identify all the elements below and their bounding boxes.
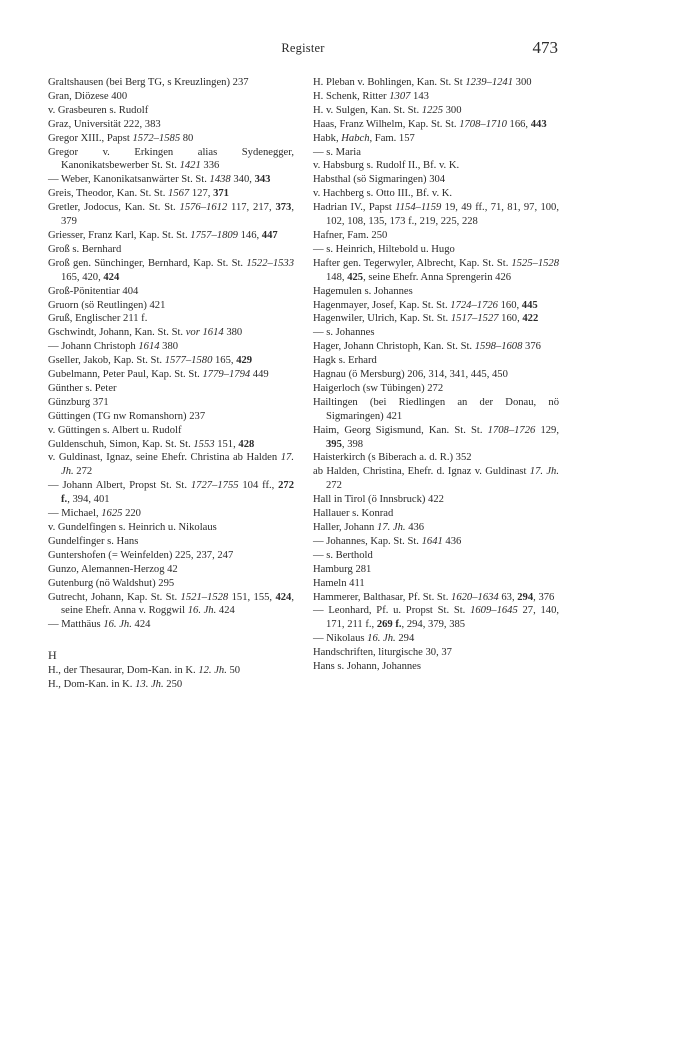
index-entry: Gran, Diözese 400 [48, 90, 128, 102]
page-header [48, 40, 558, 62]
index-entry: Hagnau (ö Mersburg) 206, 314, 341, 445, 450 [313, 369, 508, 381]
index-entry: H., Dom-Kan. in K. 13. Jh. 250 [48, 679, 183, 691]
index-entry: Gundelfinger s. Hans [48, 535, 139, 547]
index-entry: — Weber, Kanonikatsanwärter St. St. 1438 340, 343 [48, 174, 271, 186]
index-entry: Günzburg 371 [48, 396, 109, 408]
index-entry: Hagk s. Erhard [313, 355, 377, 367]
index-entry: H. Pleban v. Bohlingen, Kan. St. St 1239–1241 300 [313, 77, 532, 88]
index-column-left [48, 76, 294, 692]
index-entry: Habsthal (sö Sigmaringen) 304 [313, 174, 446, 186]
index-entry: Hallauer s. Konrad [313, 508, 394, 520]
index-entry: Gregor v. Erkingen alias Sydenegger, Kanonikatsbewerber St. St. 1421 336 [48, 146, 294, 172]
index-entry: Haller, Johann 17. Jh. 436 [313, 522, 425, 533]
index-entry: Groß-Pönitentiar 404 [48, 285, 139, 297]
index-entry: Hafter gen. Tegerwyler, Albrecht, Kap. St. St. 1525–1528 148, 425, seine Ehefr. Anna Sprengerin 426 [313, 257, 559, 283]
index-entry: Hans s. Johann, Johannes [313, 661, 421, 673]
index-entry: Günther s. Peter [48, 382, 117, 394]
index-entry: H. v. Sulgen, Kan. St. St. 1225 300 [313, 104, 462, 116]
index-entry: Hameln 411 [313, 577, 365, 589]
index-entry: Hagenmayer, Josef, Kap. St. St. 1724–1726 160, 445 [313, 299, 538, 311]
index-entry: — s. Berthold [313, 549, 373, 561]
index-entry: Groß s. Bernhard [48, 243, 122, 255]
index-entry: Gretler, Jodocus, Kan. St. St. 1576–1612 117, 217, 373, 379 [48, 202, 294, 228]
index-entry: — s. Johannes [313, 327, 375, 339]
index-entry: Graltshausen (bei Berg TG, s Kreuzlingen) 237 [48, 77, 249, 88]
index-entry: Gseller, Jakob, Kap. St. St. 1577–1580 165, 429 [48, 355, 253, 367]
index-entry: Hager, Johann Christoph, Kan. St. St. 1598–1608 376 [313, 341, 541, 353]
index-entry: v. Hachberg s. Otto III., Bf. v. K. [313, 188, 453, 200]
index-entry: Gunzo, Alemannen-Herzog 42 [48, 563, 178, 575]
index-entry: — s. Heinrich, Hiltebold u. Hugo [313, 243, 455, 255]
running-title: Register [281, 41, 325, 55]
index-entry: Hammerer, Balthasar, Pf. St. St. 1620–1634 63, 294, 376 [313, 591, 555, 603]
index-entry: — Michael, 1625 220 [48, 508, 141, 520]
index-entry: Gregor XIII., Papst 1572–1585 80 [48, 132, 194, 144]
index-entry: Gruorn (sö Reutlingen) 421 [48, 299, 166, 311]
index-entry: Guntershofen (= Weinfelden) 225, 237, 247 [48, 549, 234, 561]
index-column-right [313, 76, 559, 674]
index-entry: Haim, Georg Sigismund, Kan. St. St. 1708–1726 129, 395, 398 [313, 424, 560, 450]
index-entry: Graz, Universität 222, 383 [48, 118, 161, 130]
index-entry: v. Güttingen s. Albert u. Rudolf [48, 424, 182, 436]
index-entry: Hagenwiler, Ulrich, Kap. St. St. 1517–1527 160, 422 [313, 313, 539, 325]
index-entry: Handschriften, liturgische 30, 37 [313, 647, 452, 659]
index-entry: v. Gundelfingen s. Heinrich u. Nikolaus [48, 522, 217, 533]
index-entry: Hall in Tirol (ö Innsbruck) 422 [313, 494, 444, 506]
index-entry: — Leonhard, Pf. u. Propst St. St. 1609–1645 27, 140, 171, 211 f., 269 f., 294, 379, 385 [313, 605, 560, 631]
index-entry: Griesser, Franz Karl, Kap. St. St. 1757–1809 146, 447 [48, 229, 278, 241]
index-entry: v. Guldinast, Ignaz, seine Ehefr. Christina ab Halden 17. Jh. 272 [48, 452, 294, 478]
page-number: 473 [532, 38, 558, 57]
index-entry: — Johann Christoph 1614 380 [48, 341, 179, 353]
index-entry: Gutenburg (nö Waldshut) 295 [48, 577, 175, 589]
index-entry: Hailtingen (bei Riedlingen an der Donau, nö Sigmaringen) 421 [313, 396, 559, 422]
index-entry: H. Schenk, Ritter 1307 143 [313, 90, 429, 102]
index-entry: Gubelmann, Peter Paul, Kap. St. St. 1779–1794 449 [48, 369, 269, 381]
index-entry: Haigerloch (sw Tübingen) 272 [313, 382, 444, 394]
index-entry: Habk, Habch, Fam. 157 [313, 132, 415, 144]
section-letter-heading: H [48, 648, 57, 663]
index-entry: — Johann Albert, Propst St. St. 1727–1755 104 ff., 272 f., 394, 401 [48, 480, 295, 506]
index-entry: ab Halden, Christina, Ehefr. d. Ignaz v. Guldinast 17. Jh. 272 [313, 466, 559, 492]
index-entry: — Johannes, Kap. St. St. 1641 436 [313, 535, 462, 547]
index-entry: Gruß, Englischer 211 f. [48, 313, 148, 325]
index-entry: Groß gen. Sünchinger, Bernhard, Kap. St. St. 1522–1533 165, 420, 424 [48, 257, 294, 283]
index-entry: — Matthäus 16. Jh. 424 [48, 619, 151, 631]
index-entry: Gutrecht, Johann, Kap. St. St. 1521–1528 151, 155, 424, seine Ehefr. Anna v. Roggwil 16. Jh. 424 [48, 591, 294, 617]
index-entry: Güttingen (TG nw Romanshorn) 237 [48, 410, 206, 422]
index-entry: — s. Maria [313, 146, 361, 158]
index-entry: — Nikolaus 16. Jh. 294 [313, 633, 415, 645]
index-entry: v. Habsburg s. Rudolf II., Bf. v. K. [313, 160, 460, 172]
index-entry: Hagemulen s. Johannes [313, 285, 413, 297]
section-spacer [48, 632, 294, 646]
index-entry: v. Grasbeuren s. Rudolf [48, 104, 149, 116]
index-entry: Guldenschuh, Simon, Kap. St. St. 1553 151, 428 [48, 438, 255, 450]
index-entry: Hafner, Fam. 250 [313, 229, 388, 241]
index-entry: Gschwindt, Johann, Kan. St. St. vor 1614 380 [48, 327, 243, 339]
index-entry: Haas, Franz Wilhelm, Kap. St. St. 1708–1710 166, 443 [313, 118, 547, 130]
index-entry: H., der Thesaurar, Dom-Kan. in K. 12. Jh. 50 [48, 665, 241, 677]
index-entry: Haisterkirch (s Biberach a. d. R.) 352 [313, 452, 472, 464]
index-entry: Hamburg 281 [313, 563, 372, 575]
index-entry: Greis, Theodor, Kan. St. St. 1567 127, 371 [48, 188, 229, 200]
index-entry: Hadrian IV., Papst 1154–1159 19, 49 ff., 71, 81, 97, 100, 102, 108, 135, 173 f., 219, 225, 228 [313, 202, 559, 228]
